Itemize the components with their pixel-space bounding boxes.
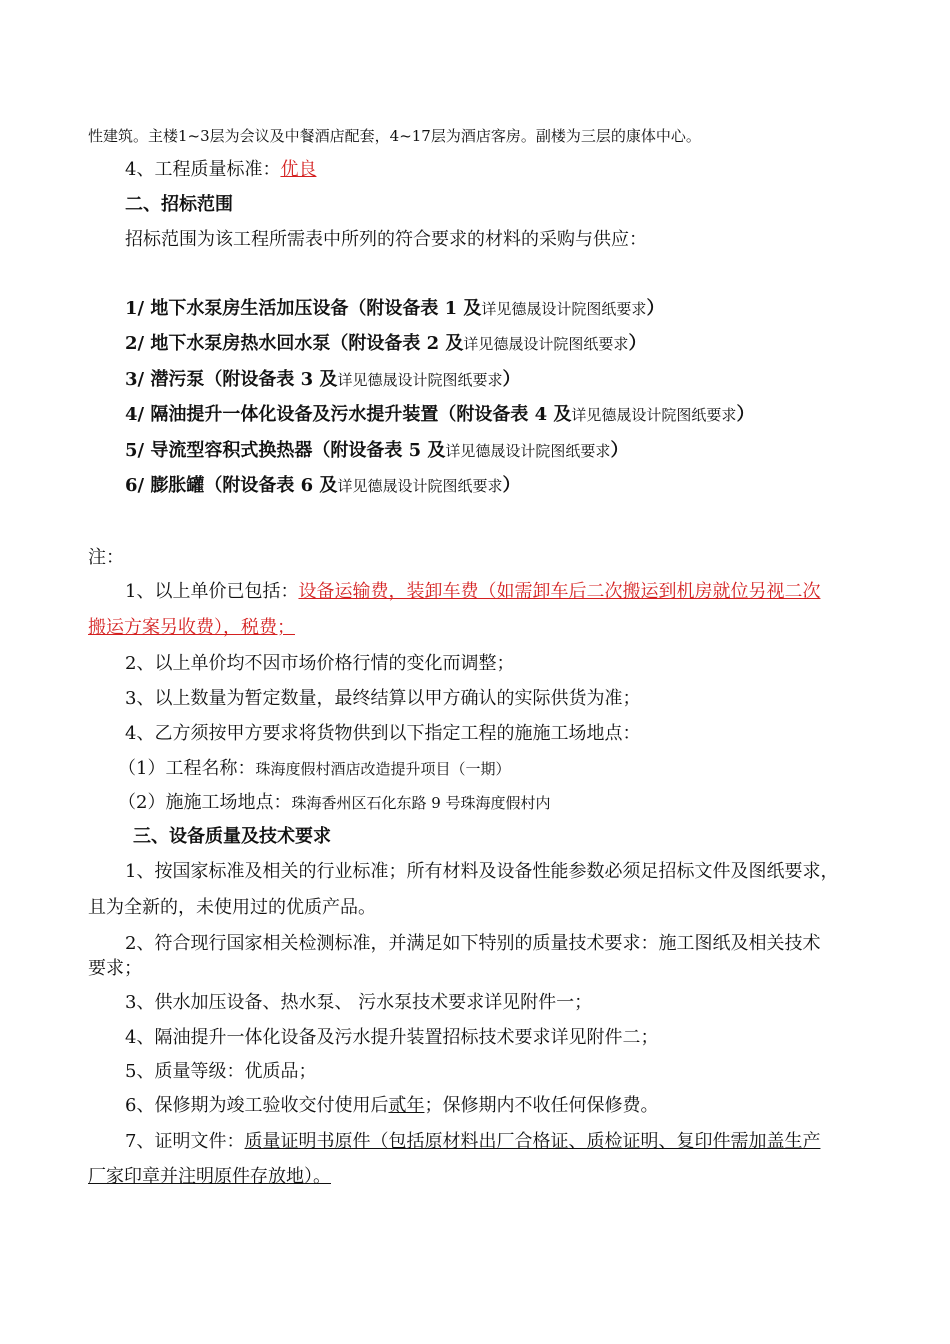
section2-title: 二、招标范围 bbox=[125, 194, 233, 215]
note1-line1 bbox=[125, 580, 820, 604]
scope-item bbox=[125, 403, 754, 427]
note2: 2、以上单价均不因市场价格行情的变化而调整； bbox=[125, 653, 515, 674]
req6-text-a: 6、保修期为竣工验收交付使用后 bbox=[125, 1095, 389, 1116]
scope-item-note: 详见德晟设计院图纸要求 bbox=[481, 300, 647, 318]
note4: 4、乙方须按甲方要求将货物供到以下指定工程的施施工场地点： bbox=[125, 723, 641, 744]
project-name-label: （1）工程名称： bbox=[118, 758, 256, 779]
scope-item-close: ） bbox=[628, 333, 647, 354]
req7-line1 bbox=[125, 1130, 820, 1154]
req7-underlined-b: 厂家印章并注明原件存放地）。 bbox=[88, 1166, 331, 1187]
site-line bbox=[118, 791, 551, 815]
scope-item-main: 4/ 隔油提升一体化设备及污水提升装置（附设备表 4 及 bbox=[125, 404, 572, 425]
section2-desc: 招标范围为该工程所需表中所列的符合要求的材料的采购与供应： bbox=[125, 229, 647, 250]
scope-item bbox=[125, 368, 520, 392]
quality-label: 4、工程质量标准： bbox=[125, 159, 281, 180]
scope-item-close: ） bbox=[502, 369, 521, 390]
quality-value: 优良 bbox=[280, 159, 317, 180]
req7-line2 bbox=[88, 1165, 331, 1189]
note1-red-b: 搬运方案另收费），税费； bbox=[88, 617, 295, 638]
scope-item-close: ） bbox=[646, 298, 665, 319]
scope-item bbox=[125, 474, 520, 498]
scope-item-note: 详见德晟设计院图纸要求 bbox=[337, 477, 503, 495]
req1-line1: 1、按国家标准及相关的行业标准；所有材料及设备性能参数必须足招标文件及图纸要求， bbox=[125, 861, 839, 882]
scope-item bbox=[125, 439, 628, 463]
req6-period: 贰年 bbox=[388, 1095, 425, 1116]
req7-label: 7、证明文件： bbox=[125, 1131, 245, 1152]
scope-item-main: 5/ 导流型容积式换热器（附设备表 5 及 bbox=[125, 440, 446, 461]
req7-underlined-a: 质量证明书原件（包括原材料出厂合格证、质检证明、复印件需加盖生产 bbox=[244, 1131, 821, 1152]
note3: 3、以上数量为暂定数量，最终结算以甲方确认的实际供货为准； bbox=[125, 688, 641, 709]
project-name-line bbox=[118, 757, 510, 781]
scope-item-main: 1/ 地下水泵房生活加压设备（附设备表 1 及 bbox=[125, 298, 482, 319]
scope-item-note: 详见德晟设计院图纸要求 bbox=[445, 442, 611, 460]
note-label: 注： bbox=[88, 547, 124, 568]
intro-line: 性建筑。主楼1~3层为会议及中餐酒店配套，4~17层为酒店客房。副楼为三层的康体中心。 bbox=[88, 127, 701, 145]
scope-item-close: ） bbox=[736, 404, 755, 425]
scope-item-main: 3/ 潜污泵（附设备表 3 及 bbox=[125, 369, 338, 390]
scope-item-note: 详见德晟设计院图纸要求 bbox=[463, 335, 629, 353]
req6 bbox=[125, 1094, 658, 1118]
scope-item-main: 2/ 地下水泵房热水回水泵（附设备表 2 及 bbox=[125, 333, 464, 354]
site-label: （2）施施工场地点： bbox=[118, 792, 292, 813]
note1-red-a: 设备运输费，装卸车费（如需卸车后二次搬运到机房就位另视二次 bbox=[298, 581, 821, 602]
scope-item bbox=[125, 297, 664, 321]
scope-item-main: 6/ 膨胀罐（附设备表 6 及 bbox=[125, 475, 338, 496]
note1-line2 bbox=[88, 616, 295, 640]
req5: 5、质量等级：优质品； bbox=[125, 1061, 317, 1082]
scope-item-close: ） bbox=[502, 475, 521, 496]
project-name: 珠海度假村酒店改造提升项目（一期） bbox=[255, 760, 511, 778]
scope-item-close: ） bbox=[610, 440, 629, 461]
req4: 4、隔油提升一体化设备及污水提升装置招标技术要求详见附件二； bbox=[125, 1027, 659, 1048]
quality-standard bbox=[125, 158, 316, 182]
scope-item-note: 详见德晟设计院图纸要求 bbox=[337, 371, 503, 389]
section3-title: 三、设备质量及技术要求 bbox=[133, 826, 331, 847]
site: 珠海香州区石化东路 9 号珠海度假村内 bbox=[291, 794, 551, 812]
req6-text-b: ；保修期内不收任何保修费。 bbox=[424, 1095, 659, 1116]
scope-item-note: 详见德晟设计院图纸要求 bbox=[571, 406, 737, 424]
req3: 3、供水加压设备、热水泵、 污水泵技术要求详见附件一； bbox=[125, 992, 593, 1013]
scope-item bbox=[125, 332, 646, 356]
req1-line2: 且为全新的，未使用过的优质产品。 bbox=[88, 897, 376, 918]
req2-line1: 2、符合现行国家相关检测标准，并满足如下特别的质量技术要求：施工图纸及相关技术 bbox=[125, 933, 821, 954]
req2-line2: 要求； bbox=[88, 958, 142, 979]
note1-label: 1、以上单价已包括： bbox=[125, 581, 299, 602]
